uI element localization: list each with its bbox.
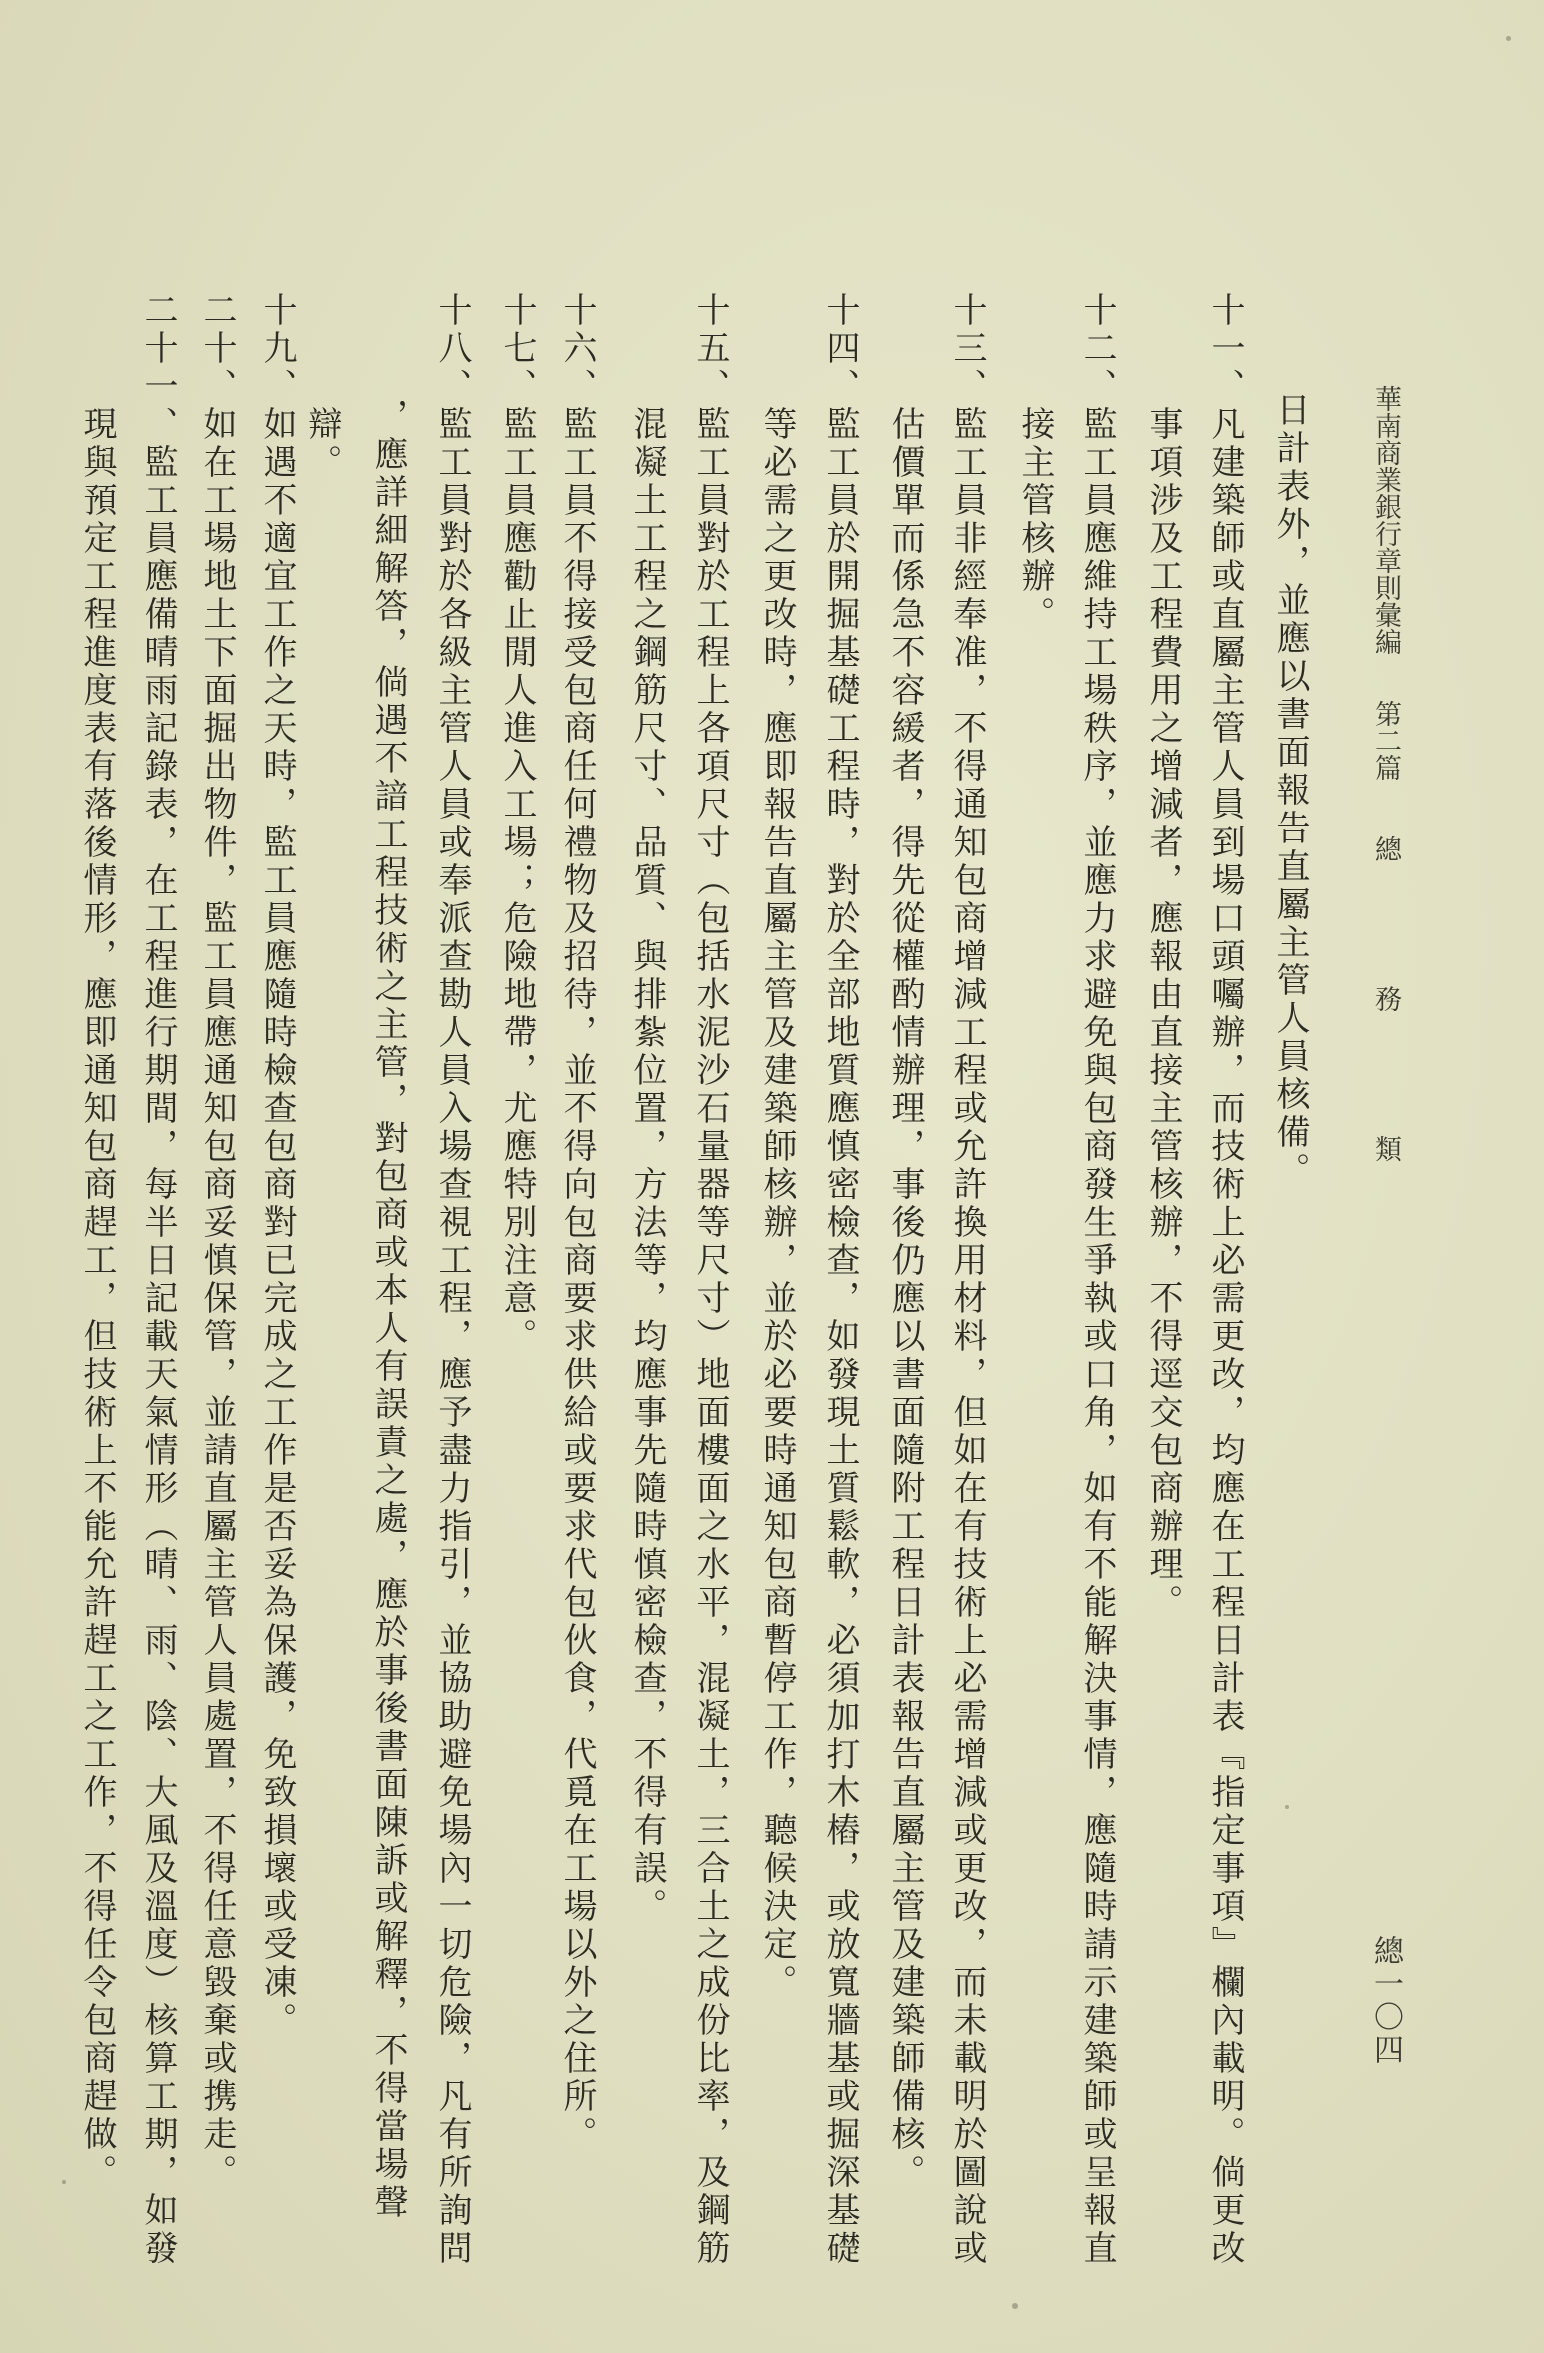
book-title: 華南商業銀行章則彙編 — [1370, 385, 1401, 655]
article-20: 二十、如在工場地土下面掘出物件，監工員應通知包商妥慎保管，並請直屬主管人員處置，不得任意毀棄或携走。 — [197, 292, 237, 2192]
text-column: 等必需之更改時，應即報告直屬主管及建築師核辦，並於必要時通知包商暫停工作，聽候決定。 — [757, 406, 797, 2002]
article-17: 十七、監工員應勸止閒人進入工場；危險地帶，尤應特別注意。 — [497, 292, 537, 1356]
article-11: 十一、凡建築師或直屬主管人員到場口頭囑辦，而技術上必需更改，均應在工程日計表『指定事項』欄內載明。倘更改 — [1205, 292, 1245, 2268]
paper-speck — [1285, 1805, 1289, 1809]
text-column: 現與預定工程進度表有落後情形，應即通知包商趕工，但技術上不能允許趕工之工作，不得任令包商趕做。 — [77, 406, 117, 2192]
page-number: 總一〇四 — [1368, 1935, 1403, 2067]
article-18: 十八、監工員對於各級主管人員或奉派查勘人員入場查視工程，應予盡力指引，並協助避免場內一切危險，凡有所詢問 — [432, 292, 472, 2268]
category-char-2: 務 — [1370, 985, 1401, 1012]
article-12: 十二、監工員應維持工場秩序，並應力求避免與包商發生爭執或口角，如有不能解決事情，應隨時請示建築師或呈報直 — [1077, 292, 1117, 2268]
text-column: 辯。 — [302, 406, 342, 482]
article-19: 十九、如遇不適宜工作之天時，監工員應隨時檢查包商對已完成之工作是否妥為保護，免致損壞或受凍。 — [257, 292, 297, 2040]
text-column: 估價單而係急不容緩者，得先從權酌情辦理，事後仍應以書面隨附工程日計表報告直屬主管及建築師備核。 — [885, 406, 925, 2192]
text-column: 日計表外，並應以書面報告直屬主管人員核備。 — [1270, 392, 1310, 1190]
category-char-1: 總 — [1370, 835, 1401, 862]
category-char-3: 類 — [1370, 1135, 1401, 1162]
paper-speck — [1012, 2303, 1018, 2309]
text-column: 混凝土工程之鋼筋尺寸、品質、與排紮位置，方法等，均應事先隨時慎密檢查，不得有誤。 — [627, 406, 667, 1926]
article-13: 十三、監工員非經奉准，不得通知包商增減工程或允許換用材料，但如在有技術上必需增減或更改，而未載明於圖說或 — [947, 292, 987, 2268]
text-column: 事項涉及工程費用之增減者，應報由直接主管核辦，不得逕交包商辦理。 — [1143, 406, 1183, 1622]
article-16: 十六、監工員不得接受包商任何禮物及招待，並不得向包商要求供給或要求代包伙食，代覓在工場以外之住所。 — [557, 292, 597, 2154]
paper-speck — [62, 2180, 66, 2184]
text-column: ，應詳細解答，倘遇不諳工程技術之主管，對包商或本人有誤責之處，應於事後書面陳訴或解釋，不得當場聲 — [368, 398, 408, 2222]
paper-speck — [1506, 36, 1511, 41]
article-14: 十四、監工員於開掘基礎工程時，對於全部地質應慎密檢查，如發現土質鬆軟，必須加打木樁，或放寬牆基或掘深基礎 — [820, 292, 860, 2268]
part-title: 第二篇 — [1370, 700, 1401, 781]
article-21: 二十一、監工員應備晴雨記錄表，在工程進行期間，每半日記載天氣情形（晴、雨、陰、大風及溫度）核算工期，如發 — [138, 292, 178, 2268]
article-15: 十五、監工員對於工程上各項尺寸（包括水泥沙石量器等尺寸）地面樓面之水平，混凝土，三合土之成份比率，及鋼筋 — [690, 292, 730, 2268]
text-column: 接主管核辦。 — [1015, 406, 1055, 634]
